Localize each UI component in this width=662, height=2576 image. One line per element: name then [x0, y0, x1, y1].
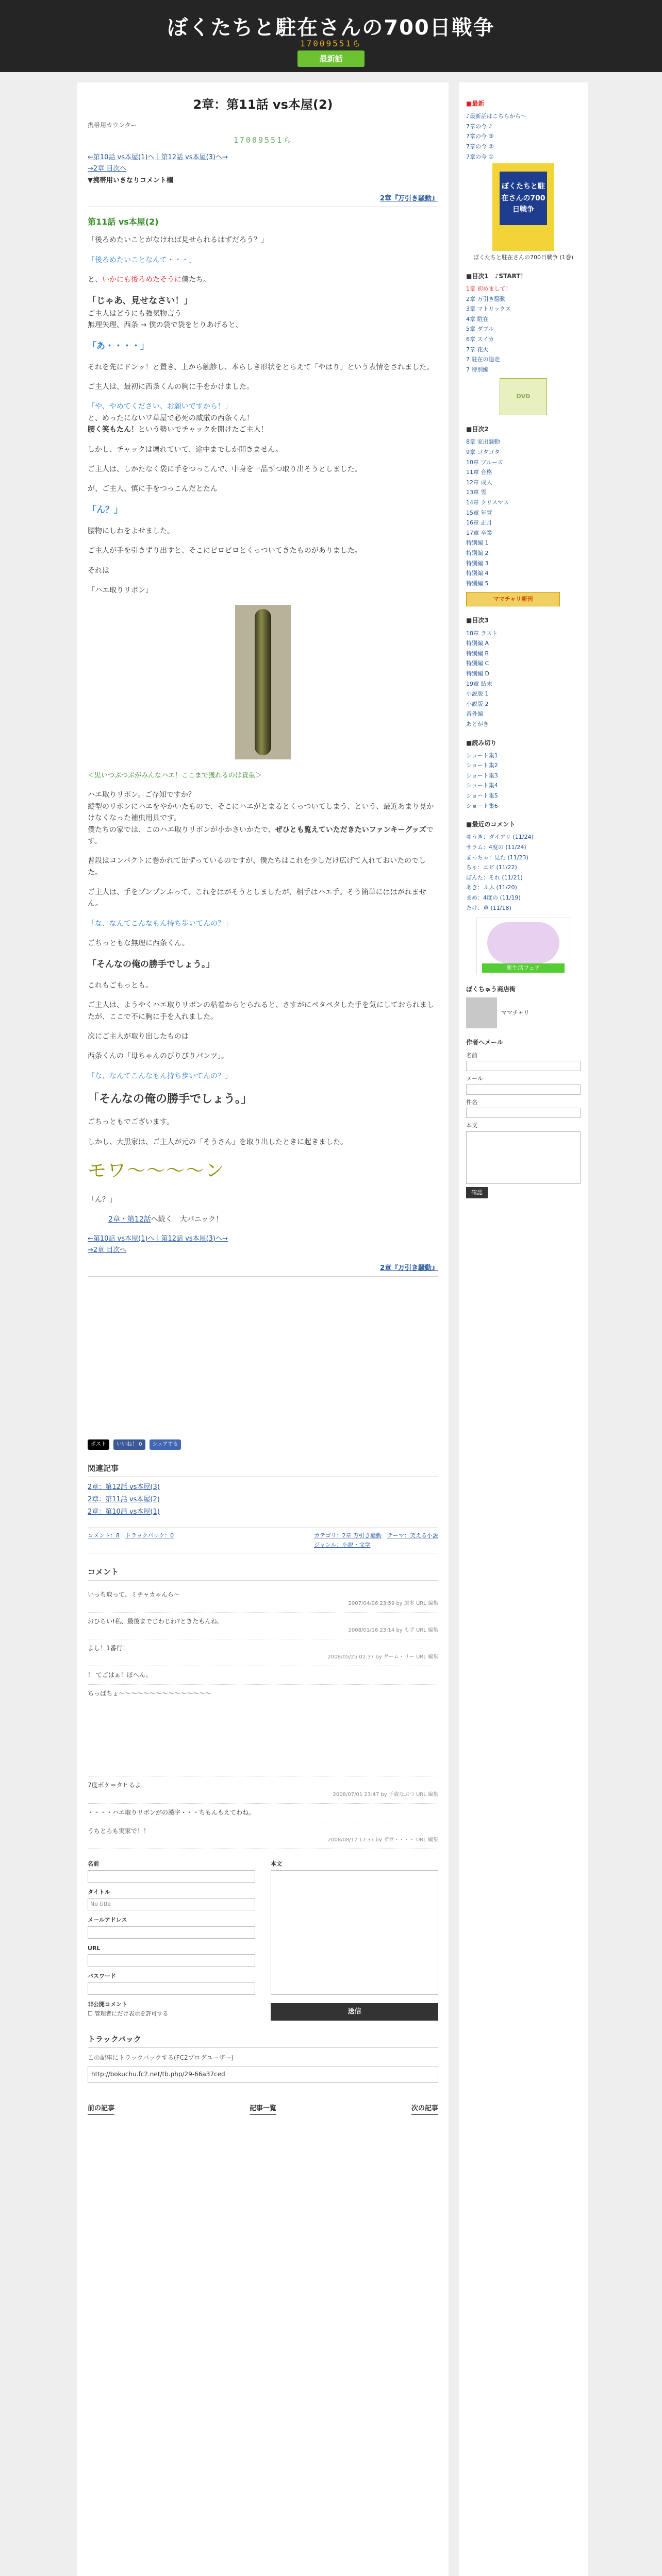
story-paragraph: 2章・第12話へ続く 大パニック！	[108, 1215, 223, 1224]
sidebar-link[interactable]: 11章 合格	[466, 469, 492, 476]
name-label: 名前	[88, 1860, 99, 1867]
body-textarea[interactable]	[271, 1870, 438, 1995]
latest-episode-button[interactable]: 最新話	[297, 50, 365, 67]
sidebar-link[interactable]: 3章 マトリックス	[466, 306, 511, 313]
sidebar-link[interactable]: 7章の今 ♪	[466, 123, 492, 130]
profile-title: ぼくちゅう商店街	[466, 986, 516, 993]
dvd-banner[interactable]: DVD	[500, 378, 547, 415]
story-paragraph: 「じゃあ、見せなさい！」 ご主人はどうにも強気物言う 無理矢理、西条 → 僕の袋で袋をとりあげると、	[88, 295, 243, 330]
sidebar-link[interactable]: 小説版 1	[466, 690, 489, 698]
sidebar-link[interactable]: 7章の今 ②	[466, 143, 494, 150]
password-label: パスワード	[88, 1973, 116, 1980]
chapter-category-link[interactable]: 2章『万引き騒動』	[379, 194, 438, 202]
sidebar-link[interactable]: あとがき	[466, 720, 489, 727]
story-paragraph: 腰物にしわをよせました。	[88, 527, 174, 535]
sidebar-link[interactable]: 特別編 1	[466, 539, 489, 547]
story-paragraph: 「な、なんてこんなもん持ち歩いてんの？」	[88, 1072, 232, 1080]
prev-episode-link[interactable]: ←第10話 vs本屋(1)へ	[88, 153, 155, 161]
story-paragraph: 「そんなの俺の勝手でしょう。」	[88, 959, 215, 970]
photo-caption: ＜黒いつぶつぶがみんなハエ！ここまで獲れるのは貴重＞	[88, 771, 262, 779]
recent-comment-link[interactable]: あき：ふふ (11/20)	[466, 884, 517, 891]
sidebar-link[interactable]: 10章 ブルーズ	[466, 459, 503, 466]
sidebar-link[interactable]: ショート集2	[466, 762, 498, 769]
trackback-url[interactable]: http://bokuchu.fc2.net/tb.php/29-66a37ced	[88, 2066, 438, 2083]
chapter-index-link[interactable]: →2章 目次へ	[88, 1246, 127, 1255]
recent-comment-link[interactable]: まっちゃ：見た (11/23)	[466, 854, 528, 861]
story-paragraph: が、ご主人、慎に手をつっこんだとたん	[88, 485, 218, 494]
author-name: ママチャリ	[501, 1009, 529, 1016]
comment-form: 名前 タイトル No title メールアドレス URL パスワード 非公開コメント ☐ 管理者にだけ表示を許可する 本文 送信	[88, 1854, 438, 2021]
sidebar-section-title: ■目次3	[466, 617, 489, 624]
theme-link[interactable]: テーマ：笑える小説	[387, 1532, 438, 1539]
episode-nav-top	[88, 152, 438, 187]
sidebar-link[interactable]: ショート集4	[466, 782, 498, 789]
next-entry-link[interactable]: 次の記事	[411, 2104, 438, 2115]
mail-subject-input[interactable]	[466, 1108, 581, 1118]
mail-form-title: 作者へメール	[466, 1039, 503, 1046]
sidebar-link[interactable]: 4章 駐在	[466, 315, 489, 323]
related-link[interactable]: 2章：第12話 vs本屋(3)	[88, 1483, 160, 1491]
comment-item: いっち取って、ミチャカゃんら〜 2007/04/06 23:59 by 旅本 URL 編集	[88, 1586, 438, 1613]
sidebar-link[interactable]: ショート集3	[466, 772, 498, 779]
story-paragraph: 「ハエ取りリボン」	[88, 586, 153, 595]
story-paragraph: しかし、チャックは壊れていて、途中までしか開きません。	[88, 445, 283, 454]
trackback-count-link[interactable]: トラックバック：0	[125, 1532, 174, 1539]
sidebar-link[interactable]: 特別編 A	[466, 640, 489, 647]
entry-meta	[88, 1528, 438, 1553]
mail-body-textarea[interactable]	[466, 1131, 581, 1184]
sidebar-link[interactable]: 6章 スイカ	[466, 335, 494, 343]
sidebar-link[interactable]: 7 駐在の追走	[466, 356, 500, 363]
avatar	[466, 997, 497, 1028]
main-article	[77, 82, 449, 2576]
sidebar-link[interactable]: 9章 ゴタゴタ	[466, 449, 500, 456]
url-label: URL	[88, 1944, 101, 1952]
sidebar-link[interactable]: 特別編 C	[466, 660, 489, 667]
sidebar-link[interactable]: 16章 正月	[466, 519, 492, 527]
ad-banner[interactable]: 新生活フェア	[476, 918, 570, 975]
comment-item: おひらい!私、最後までじわじわ?ときたもんね。 2008/01/16 23:14 by もず URL 編集	[88, 1613, 438, 1639]
story-sound-effect: モワ〜〜〜〜ン	[88, 1160, 225, 1182]
trackback-title: トラックバック	[88, 2033, 438, 2048]
story-paragraph: それは	[88, 566, 109, 575]
site-header	[0, 0, 662, 72]
sidebar	[459, 82, 588, 2576]
story-paragraph: ご主人は、最初に西条くんの胸に手をかけました。	[88, 383, 254, 392]
mobile-counter-label: 携帯用カウンター	[88, 122, 137, 129]
comment-item: 7度ボケ＝タヒるよ 2008/07/01 23:47 by 千歳なぶつ URL 編集	[88, 1776, 438, 1803]
sidebar-link[interactable]: ショート集5	[466, 792, 498, 800]
story-paragraph: 「そんなの俺の勝手でしょう。」	[88, 1093, 253, 1106]
submit-button[interactable]: 送信	[271, 2003, 438, 2021]
sidebar-link[interactable]: 特別編 2	[466, 550, 489, 556]
comment-item: うちとらも実家で！！ 2008/08/17 17:37 by ザガ・・・・ URL 編集	[88, 1822, 438, 1849]
story-paragraph: これもごもっとも。	[88, 981, 153, 990]
social-buttons	[88, 1439, 438, 1450]
story-paragraph: 「な、なんてこんなもん持ち歩いてんの？」	[88, 919, 232, 928]
mail-address-input[interactable]	[466, 1084, 581, 1095]
story-paragraph: 「あ・・・・」	[88, 341, 149, 351]
comments-title: コメント	[88, 1566, 438, 1581]
sidebar-link[interactable]: 番外編	[466, 710, 483, 718]
sidebar-section-title: ■最近のコメント	[466, 821, 516, 828]
sidebar-link[interactable]: 12章 成人	[466, 479, 492, 486]
story-paragraph: ご主人は、ようやくハエ取りリボンの粘着からとられると、さすがにペタペタした手を気にしておられましたが、ここで不に胸に手を入れました。	[88, 1001, 434, 1021]
story-paragraph: 普段はコンパクトに巻かれて缶ずっているのですが、僕たちはこれを少しだけ広げて入れておいたのでした。	[88, 857, 426, 877]
sidebar-link[interactable]: 2章 万引き騒動	[466, 295, 506, 302]
sidebar-link[interactable]: 7章 花火	[466, 346, 489, 353]
next-episode-inline-link[interactable]: 2章・第12話	[108, 1215, 151, 1224]
story-paragraph: ご主人が手を引きずり出すと、そこにビロビロとくっついてきたものがありました。	[88, 547, 362, 555]
trackback-desc: この記事にトラックバックする(FC2ブログユーザー)	[88, 2054, 234, 2061]
pager	[88, 2104, 438, 2115]
sidebar-link[interactable]: 小説版 2	[466, 700, 489, 707]
comment-count-link[interactable]: コメント：8	[88, 1532, 120, 1539]
facebook-like-button[interactable]: いいね！ 0	[113, 1439, 145, 1450]
story-paragraph: 「後ろめたいことなんて・・・」	[88, 256, 196, 264]
next-episode-link[interactable]: ｜第12話 vs本屋(3)へ→	[154, 153, 228, 161]
sidebar-link[interactable]: 特別編 B	[466, 650, 489, 657]
recent-comment-link[interactable]: サラム：4度の (11/24)	[466, 844, 526, 851]
sidebar-link[interactable]: 19章 結末	[466, 680, 492, 687]
sidebar-section-title: ■最新	[466, 100, 485, 107]
prev-episode-link[interactable]: ←第10話 vs本屋(1)へ	[88, 1234, 155, 1243]
story-paragraph: ごちっともな無理に西条くん。	[88, 939, 189, 948]
secret-checkbox[interactable]: ☐	[88, 2010, 93, 2017]
sidebar-link[interactable]: 7章の今 ①	[466, 153, 494, 160]
entry-title: 2章：第11話 vs本屋(2)	[193, 97, 333, 112]
sidebar-link[interactable]: ♪最新話はこちらから〜	[466, 113, 527, 120]
share-button[interactable]: シェアする	[150, 1439, 181, 1450]
mobile-comment-link[interactable]: ▼携帯用いきなりコメント欄	[88, 177, 173, 185]
related-list	[88, 1482, 438, 1517]
sidebar-link[interactable]: 18章 ラスト	[466, 630, 498, 637]
story-paragraph: しかし、大黒家は、ご主人が元の「そうさん」を取り出したときに起きました。	[88, 1138, 347, 1146]
story-paragraph: 西条くんの「母ちゃんのびりびりパンツ」。	[88, 1052, 228, 1061]
comment-item: ちっぱちょ〜〜〜〜〜〜〜〜〜〜〜〜〜〜〜	[88, 1685, 438, 1776]
story-paragraph: それを先にドンッ！と置き、上から触診し、本らしき形状をとらえて「やはり」という表情をされました。	[88, 363, 434, 371]
comment-item: ・・・・ハエ取りリボンがの漢字・・・ちもんもえてわね。	[88, 1804, 438, 1822]
sidebar-section-title: ■読み切り	[466, 739, 497, 747]
story-paragraph: 「ん？」	[88, 1195, 117, 1204]
sidebar-link[interactable]: 7 特別編	[466, 366, 489, 373]
next-episode-link[interactable]: ｜第12話 vs本屋(3)へ→	[154, 1234, 228, 1243]
recent-comment-link[interactable]: ゆうき：ダイアリ (11/24)	[466, 834, 534, 841]
flypaper-photo	[235, 605, 291, 759]
sidebar-link[interactable]: 1章 初めまして！	[466, 285, 511, 292]
password-input[interactable]	[88, 1982, 255, 1995]
access-counter: 17009551ら	[300, 39, 362, 48]
sidebar-link[interactable]: 14章 クリスマス	[466, 499, 509, 506]
sidebar-link[interactable]: 13章 雪	[466, 489, 487, 496]
genre-link[interactable]: ジャンル：小説・文学	[313, 1541, 371, 1548]
comment-list	[88, 1586, 438, 1850]
name-input[interactable]	[88, 1870, 255, 1883]
story-paragraph: 「ん？」	[88, 504, 123, 515]
mobile-counter: 17009551ら	[233, 135, 293, 145]
mail-confirm-button[interactable]: 確認	[466, 1187, 488, 1198]
tweet-button[interactable]: ポスト	[88, 1439, 109, 1450]
story-paragraph: ご主人は、しかたなく袋に手をつっこんで、中身を一品ずつ取り出そうとしました。	[88, 465, 362, 474]
story-paragraph: ごちっともでございます。	[88, 1118, 174, 1127]
prev-entry-link[interactable]: 前の記事	[88, 2104, 114, 2115]
story-paragraph: 次にご主人が取り出したものは	[88, 1032, 189, 1041]
sidebar-link[interactable]: 7章の今 ③	[466, 133, 494, 140]
new-book-banner[interactable]: ママチャリ新刊	[466, 592, 560, 606]
site-title[interactable]: ぼくたちと駐在さんの700日戦争	[167, 16, 495, 40]
sidebar-link[interactable]: 5章 ダブル	[466, 326, 494, 333]
recent-comment-link[interactable]: ぽんた：それ (11/21)	[466, 874, 523, 881]
story-paragraph: と、いかにも後ろめたそうに僕たち。	[88, 276, 210, 284]
comment-item: よし！1番行！ 2008/05/25 02:37 by ゲーム・リー URL 編集	[88, 1639, 438, 1666]
story-paragraph: 「後ろめたいことがなければ見せられるはずだろう？」	[88, 236, 268, 245]
sidebar-link[interactable]: 特別編 5	[466, 580, 489, 587]
body-label: 本文	[271, 1860, 282, 1867]
category-link[interactable]: カテゴリ：2章 万引き騒動	[313, 1532, 382, 1539]
email-label: メールアドレス	[88, 1917, 127, 1924]
chapter-category-link[interactable]: 2章『万引き騒動』	[379, 1264, 438, 1273]
mail-form: 名前 メール 件名 本文 確認	[466, 1051, 581, 1198]
sidebar-link[interactable]: 15章 年賀	[466, 509, 492, 516]
chapter-index-link[interactable]: →2章 目次へ	[88, 165, 127, 173]
episode-nav-bottom	[88, 1234, 438, 1257]
sidebar-link[interactable]: ショート集6	[466, 802, 498, 809]
title-label: タイトル	[88, 1888, 110, 1895]
story-paragraph: 「や、やめてください、お願いですから！」 と、めったにないワ草屋で必死の威厳の西条くん！ 腰く笑もたん！という勢いでチャックを開けたご主人！	[88, 402, 268, 434]
profile	[466, 997, 581, 1028]
book-cover[interactable]: ぼくたちと駐在さんの700日戦争	[492, 163, 554, 251]
sidebar-link[interactable]: 17章 卒業	[466, 529, 492, 536]
sidebar-link[interactable]: 8章 家出騒動	[466, 438, 500, 446]
title-input[interactable]: No title	[88, 1898, 255, 1910]
story-paragraph: ご主人は、手をプンプンふって、これをはがそうとしましたが、相手はハエ手。そう簡単にははがれません。	[88, 888, 426, 908]
comment-item: ！ てごはぁ！ぽへん。	[88, 1666, 438, 1685]
sidebar-link[interactable]: 特別編 4	[466, 570, 489, 577]
sidebar-section-title: ■目次1 ♪START！	[466, 272, 527, 280]
book-caption[interactable]: ぼくたちと駐在さんの700日戦争 (1巻)	[473, 254, 574, 261]
related-title: 関連記事	[88, 1462, 438, 1477]
sidebar-link[interactable]: 特別編 D	[466, 670, 489, 677]
episode-heading: 第11話 vs本屋(2)	[88, 216, 159, 227]
recent-comment-link[interactable]: ちゃ：エビ (11/22)	[466, 864, 517, 871]
sidebar-link[interactable]: ショート集1	[466, 752, 498, 759]
related-link[interactable]: 2章：第11話 vs本屋(2)	[88, 1495, 160, 1503]
recent-comment-link[interactable]: まめ：4度の (11/19)	[466, 894, 521, 901]
recent-comment-link[interactable]: たけ：草 (11/18)	[466, 904, 511, 911]
sidebar-section-title: ■目次2	[466, 426, 489, 433]
url-input[interactable]	[88, 1954, 255, 1967]
secret-label: 非公開コメント	[88, 2001, 127, 2008]
sidebar-link[interactable]: 特別編 3	[466, 560, 489, 567]
related-link[interactable]: 2章：第10話 vs本屋(1)	[88, 1507, 160, 1516]
entry-list-link[interactable]: 記事一覧	[250, 2104, 276, 2115]
mail-name-input[interactable]	[466, 1061, 581, 1071]
email-input[interactable]	[88, 1926, 255, 1939]
story-paragraph: ハエ取りリボン。ご存知ですか？ 縦型のリボンにハエをやかいたもので、そこにハエがとまるとくっついてしまう、という、最近あまり見かけなくなった補虫用具です。 僕たちの家では、このハエ取りリボンが小かさいかたで、ぜひとも覧えていただきたいファンキーグッズです。	[88, 791, 434, 845]
